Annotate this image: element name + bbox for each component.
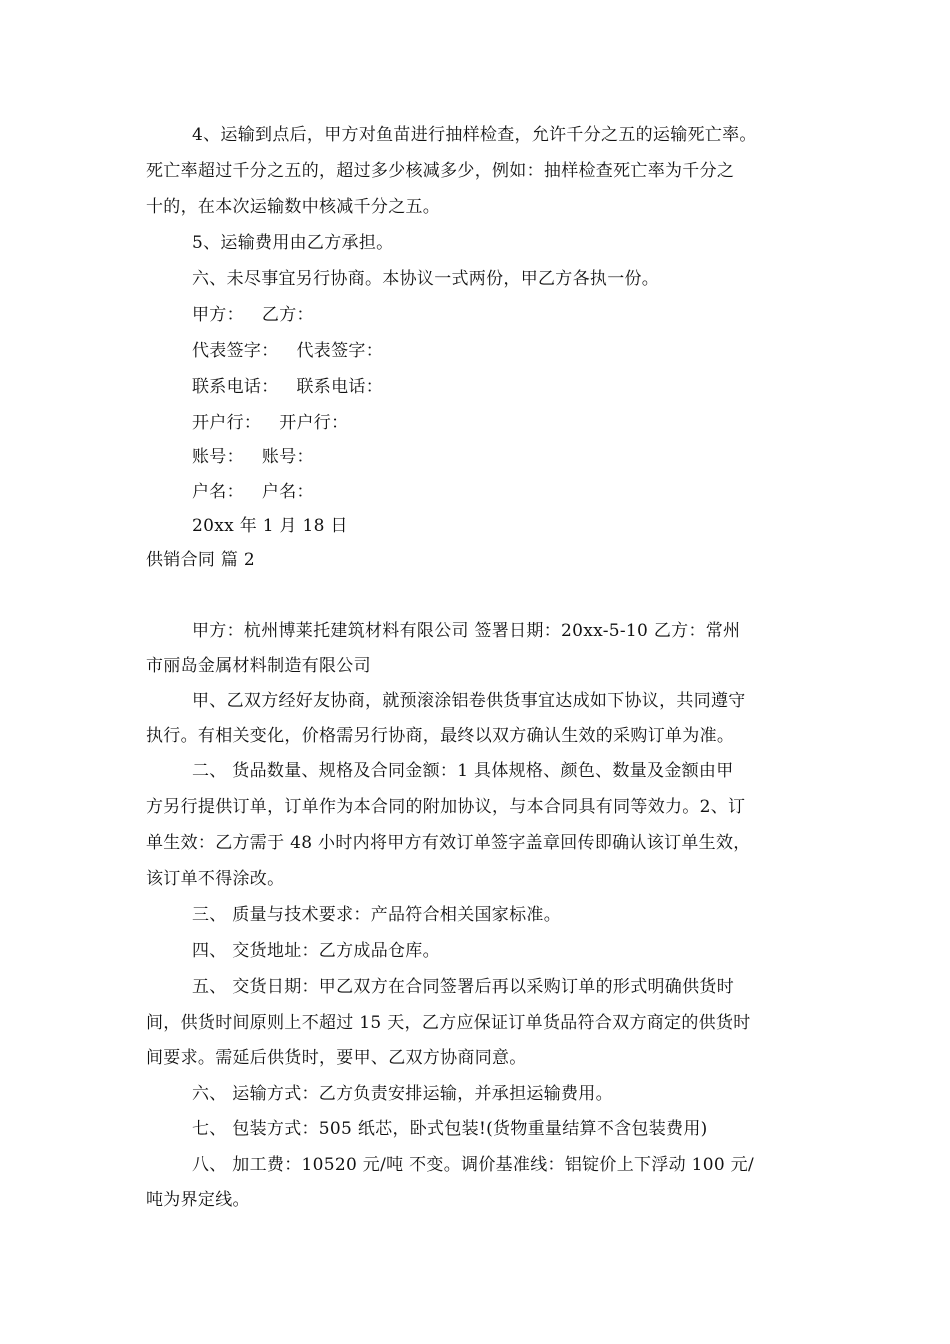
signature-name-row <box>192 481 314 503</box>
signature-rep-row <box>192 340 383 362</box>
clause-4-line-2: 死亡率超过千分之五的，超过多少核减多少，例如：抽样检查死亡率为千分之 <box>146 161 735 181</box>
intro-line-1: 甲、乙双方经好友协商，就预滚涂铝卷供货事宜达成如下协议，共同遵守 <box>192 691 746 711</box>
signature-phone-row <box>192 376 383 398</box>
signature-bank-row <box>192 412 348 434</box>
section-title: 供销合同 篇 2 <box>146 550 256 570</box>
clause-2-line-2: 方另行提供订单，订单作为本合同的附加协议，与本合同具有同等效力。2、订 <box>146 797 746 817</box>
party-b-label: 乙方： <box>261 305 314 325</box>
clause-8-line-1: 八、 加工费：10520 元/吨 不变。调价基准线：铝锭价上下浮动 100 元/ <box>192 1155 754 1175</box>
signing-date: 20xx 年 1 月 18 日 <box>192 516 348 536</box>
party-a-label: 甲方： <box>192 305 244 325</box>
clause-5: 5、运输费用由乙方承担。 <box>192 233 394 253</box>
clause-2-line-4: 该订单不得涂改。 <box>146 869 285 889</box>
clause-3: 三、 质量与技术要求：产品符合相关国家标准。 <box>192 905 562 925</box>
signature-account-row <box>192 446 314 468</box>
bank-b-label: 开户行： <box>279 413 349 433</box>
clause-5-line-3: 间要求。需延后供货时，要甲、乙双方协商同意。 <box>146 1048 527 1068</box>
intro-line-2: 执行。有相关变化，价格需另行协商，最终以双方确认生效的采购订单为准。 <box>146 726 735 746</box>
clause-2-line-1: 二、 货品数量、规格及合同金额：1 具体规格、颜色、数量及金额由甲 <box>192 761 734 781</box>
parties-line-2: 市丽岛金属材料制造有限公司 <box>146 656 371 676</box>
clause-6-transport: 六、 运输方式：乙方负责安排运输，并承担运输费用。 <box>192 1084 613 1104</box>
clause-7-packaging: 七、 包装方式：505 纸芯，卧式包装!(货物重量结算不含包装费用) <box>192 1119 708 1139</box>
clause-5-line-1: 五、 交货日期：甲乙双方在合同签署后再以采购订单的形式明确供货时 <box>192 977 735 997</box>
rep-b-label: 代表签字： <box>296 341 383 361</box>
clause-2-line-3: 单生效：乙方需于 48 小时内将甲方有效订单签字盖章回传即确认该订单生效， <box>146 833 751 853</box>
name-a-label: 户名： <box>192 482 244 502</box>
clause-8-line-2: 吨为界定线。 <box>146 1190 250 1210</box>
clause-4-line-1: 4、运输到点后，甲方对鱼苗进行抽样检查，允许千分之五的运输死亡率。 <box>192 125 757 145</box>
account-a-label: 账号： <box>192 447 244 467</box>
account-b-label: 账号： <box>261 447 314 467</box>
signature-party-row <box>192 304 314 326</box>
clause-6: 六、未尽事宜另行协商。本协议一式两份，甲乙方各执一份。 <box>192 269 660 289</box>
name-b-label: 户名： <box>261 482 314 502</box>
rep-a-label: 代表签字： <box>192 341 279 361</box>
clause-4: 四、 交货地址：乙方成品仓库。 <box>192 941 440 961</box>
clause-5-line-2: 间，供货时间原则上不超过 15 天，乙方应保证订单货品符合双方商定的供货时 <box>146 1013 751 1033</box>
parties-line-1: 甲方：杭州博莱托建筑材料有限公司 签署日期：20xx-5-10 乙方：常州 <box>192 621 741 641</box>
phone-b-label: 联系电话： <box>296 377 383 397</box>
clause-4-line-3: 十的，在本次运输数中核减千分之五。 <box>146 197 441 217</box>
phone-a-label: 联系电话： <box>192 377 279 397</box>
bank-a-label: 开户行： <box>192 413 262 433</box>
